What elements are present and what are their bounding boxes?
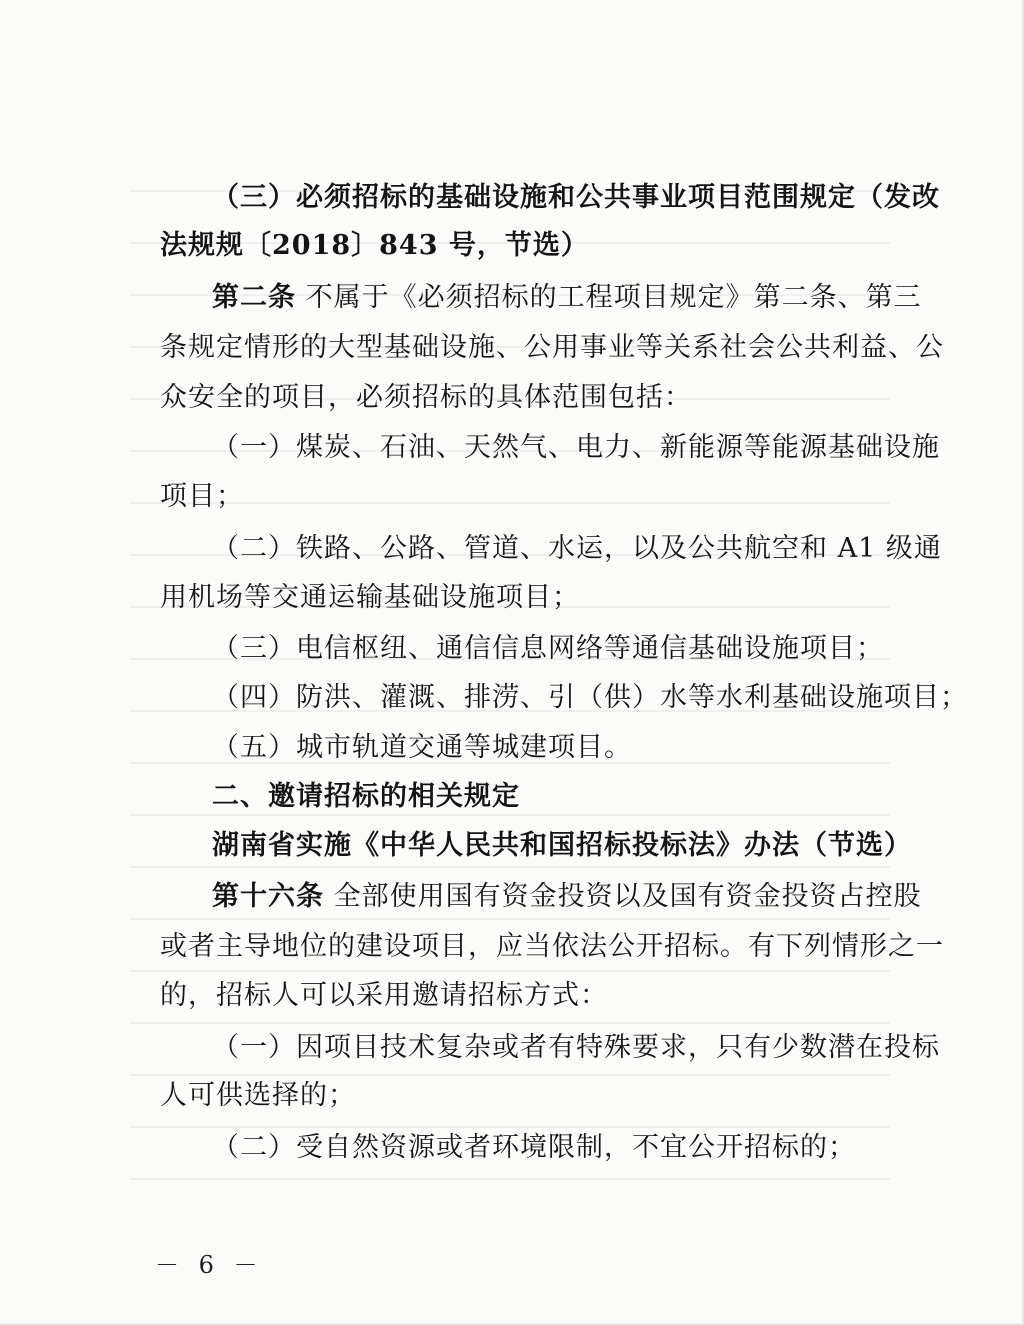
item-1-line-2: 项目； bbox=[160, 481, 244, 512]
page-number: － 6 － bbox=[155, 1251, 264, 1279]
condition-2: （二）受自然资源或者环境限制，不宜公开招标的； bbox=[212, 1132, 856, 1163]
article-16-line-1: 第十六条 全部使用国有资金投资以及国有资金投资占控股 bbox=[212, 881, 922, 912]
section-heading-2: 二、邀请招标的相关规定 bbox=[212, 781, 520, 812]
article-2-line-1: 第二条 不属于《必须招标的工程项目规定》第二条、第三 bbox=[212, 282, 922, 313]
condition-1-line-1: （一）因项目技术复杂或者有特殊要求，只有少数潜在投标 bbox=[212, 1032, 940, 1063]
condition-1-line-2: 人可供选择的； bbox=[160, 1080, 356, 1111]
item-1-line-1: （一）煤炭、石油、天然气、电力、新能源等能源基础设施 bbox=[212, 432, 940, 463]
regulation-title: 湖南省实施《中华人民共和国招标投标法》办法（节选） bbox=[212, 830, 912, 861]
item-4: （四）防洪、灌溉、排涝、引（供）水等水利基础设施项目； bbox=[212, 682, 968, 713]
article-label: 第二条 bbox=[212, 282, 296, 313]
section-heading-3: （三）必须招标的基础设施和公共事业项目范围规定（发改 bbox=[212, 182, 940, 213]
item-2-line-2: 用机场等交通运输基础设施项目； bbox=[160, 582, 580, 613]
article-label: 第十六条 bbox=[212, 881, 324, 912]
item-3: （三）电信枢纽、通信信息网络等通信基础设施项目； bbox=[212, 633, 884, 664]
article-2-line-3: 众安全的项目，必须招标的具体范围包括： bbox=[160, 382, 692, 413]
section-heading-3-cont: 法规规〔2018〕843 号，节选） bbox=[160, 230, 589, 261]
item-2-line-1: （二）铁路、公路、管道、水运，以及公共航空和 A1 级通 bbox=[212, 533, 942, 564]
article-2-line-2: 条规定情形的大型基础设施、公用事业等关系社会公共利益、公 bbox=[160, 332, 944, 363]
article-16-line-3: 的，招标人可以采用邀请招标方式： bbox=[160, 980, 608, 1011]
item-5: （五）城市轨道交通等城建项目。 bbox=[212, 732, 632, 763]
article-16-line-2: 或者主导地位的建设项目，应当依法公开招标。有下列情形之一 bbox=[160, 931, 944, 962]
